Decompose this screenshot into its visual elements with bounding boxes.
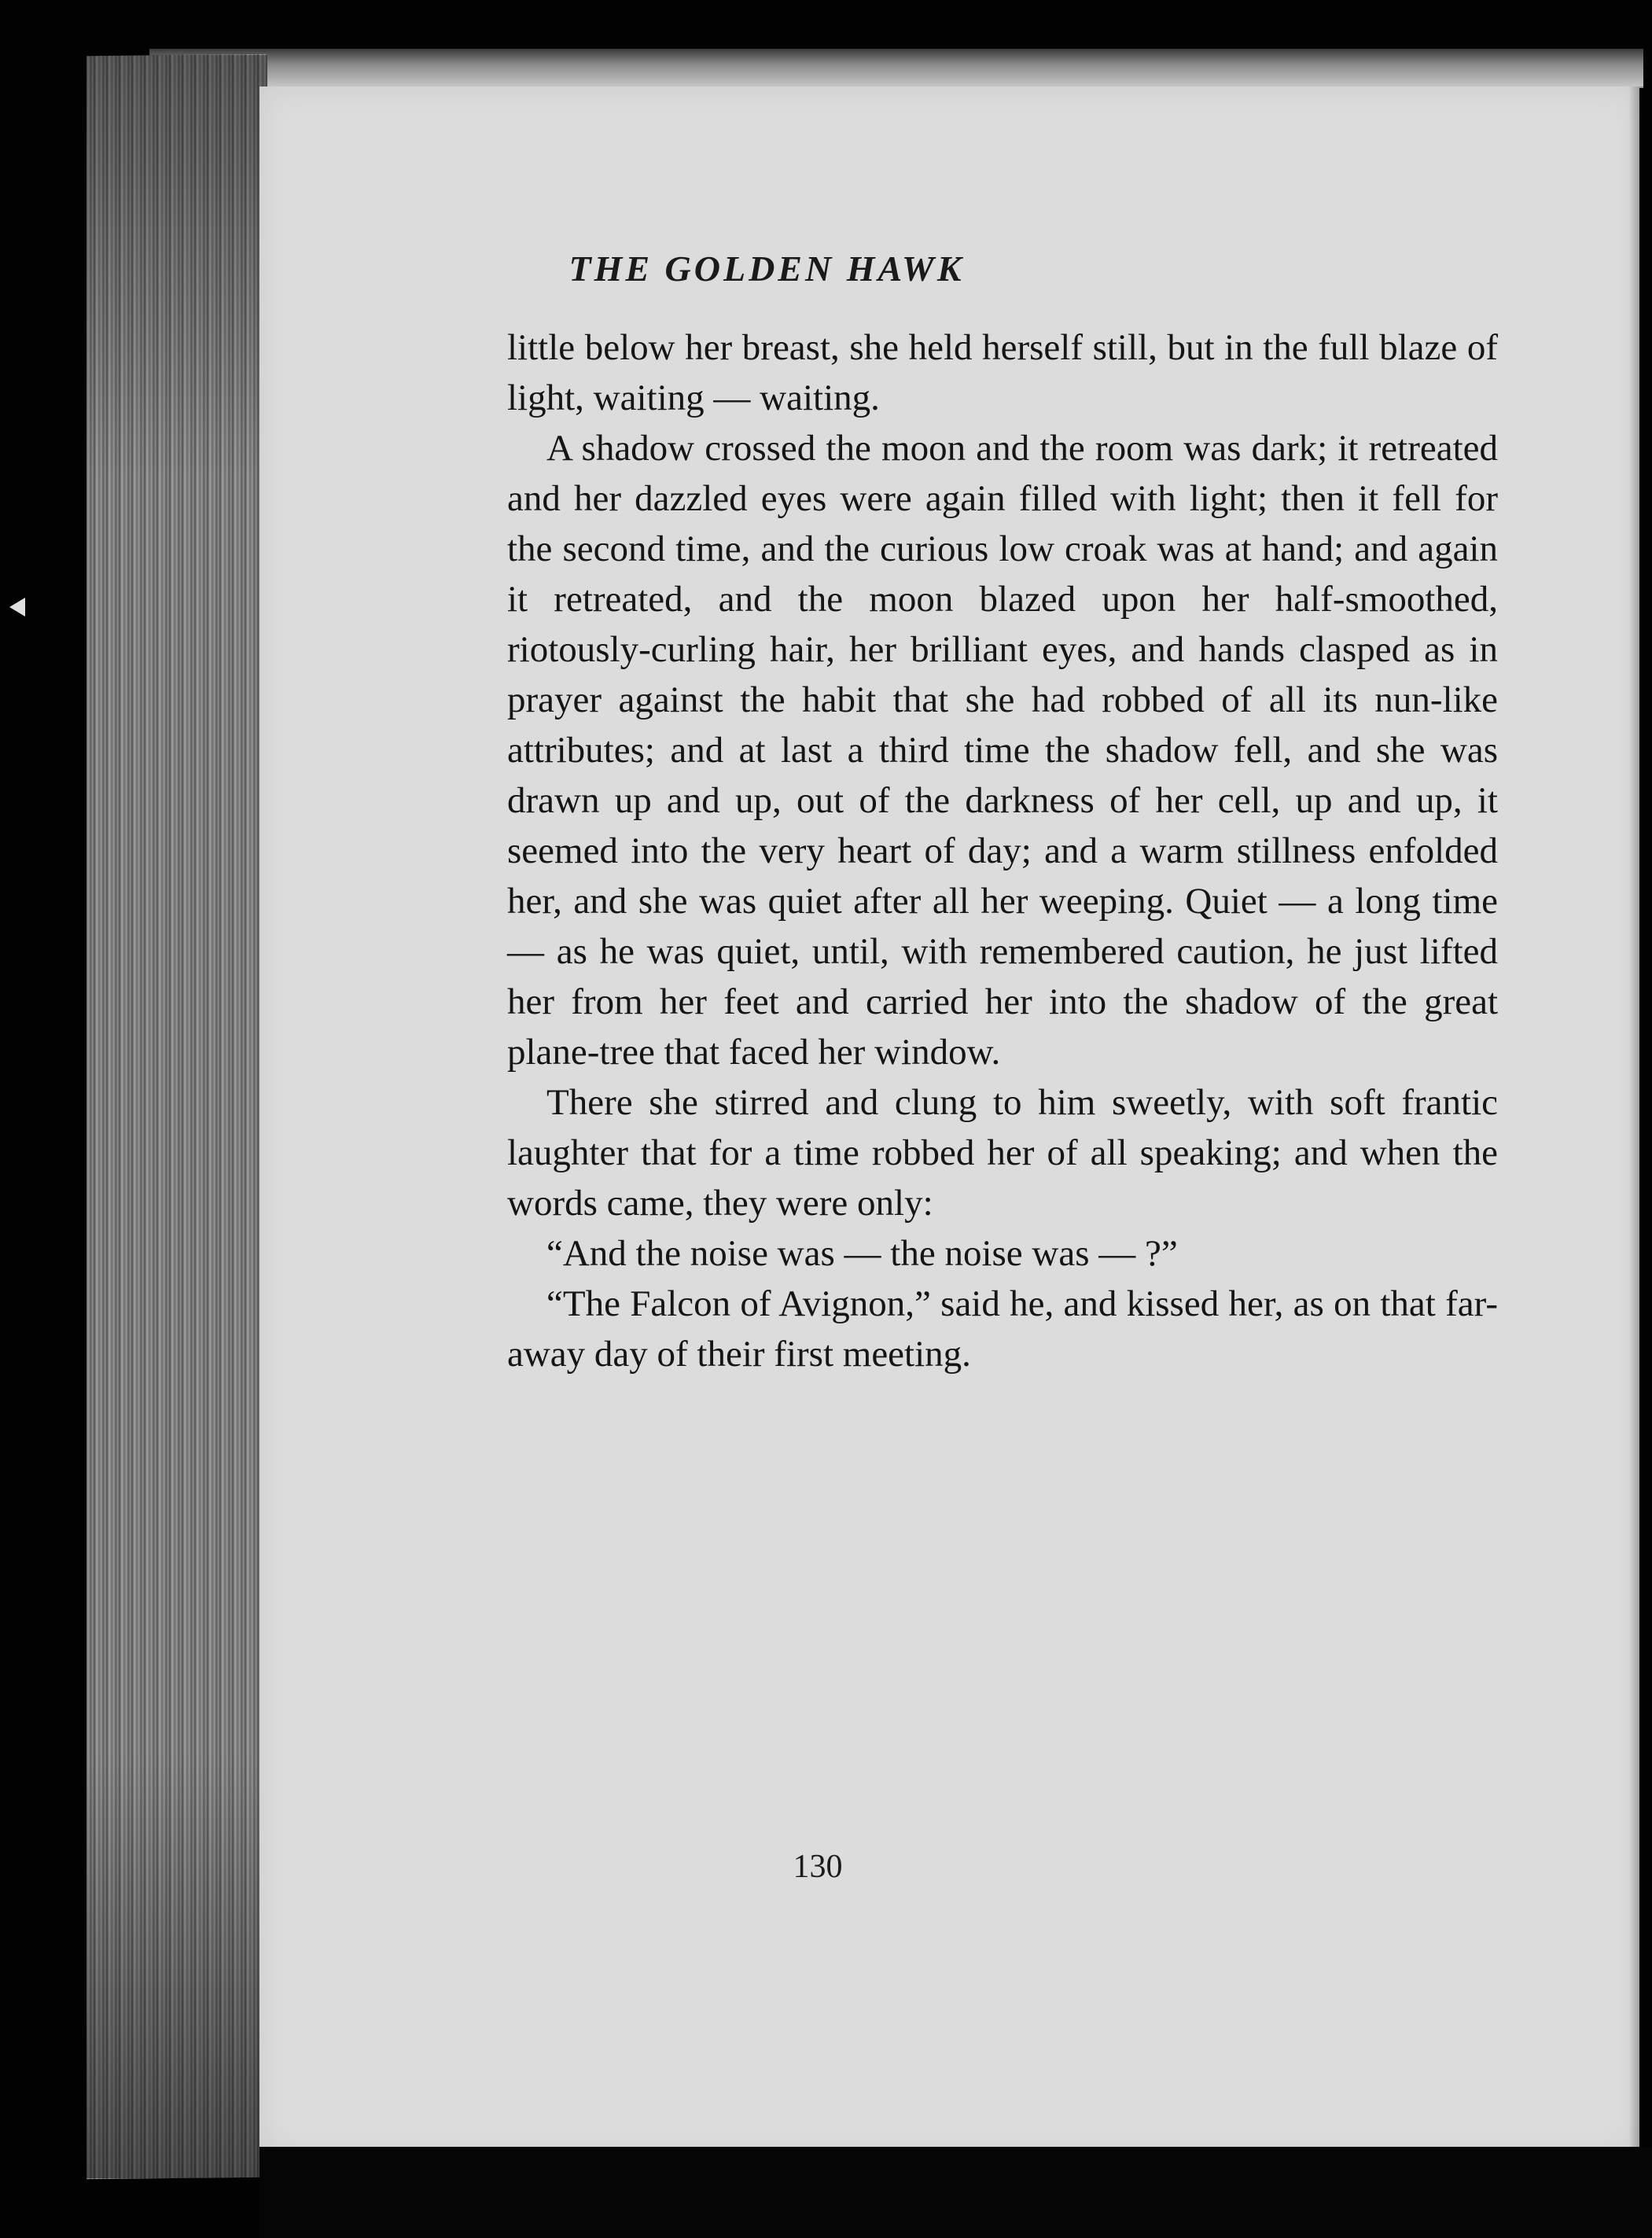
paragraph-1: little below her breast, she held herself still, but in the full blaze of light, waiting — waiting. bbox=[507, 327, 1498, 418]
page-edges-shade bbox=[86, 55, 267, 2178]
paragraph-3: There she stirred and clung to him sweetly, with soft frantic laughter that for a time robbed her of all speaking; and when the words came, they were only: bbox=[507, 1082, 1498, 1224]
margin-arrow-mark bbox=[9, 598, 25, 617]
paragraph-4: “And the noise was — the noise was — ?” bbox=[546, 1233, 1178, 1274]
running-head: THE GOLDEN HAWK bbox=[568, 248, 965, 289]
right-gutter-shadow bbox=[1628, 87, 1652, 2156]
paragraph-2: A shadow crossed the moon and the room was dark; it retreated and her dazzled eyes were again filled with light; then it fell for the second time, and the curious low croak was at hand; and again it retreated, and the moon blazed upon her half-smoothed, riotously-curling hair, her brilliant eyes, and hands clasped as in prayer against the habit that she had robbed of all its nun-like attributes; and at last a third time the shadow fell, and she was drawn up and up, out of the darkness of her cell, up and up, it seemed into the very heart of day; and a warm stillness enfolded her, and she was quiet after all her weeping. Quiet — a long time — as he was quiet, until, with remembered caution, he just lifted her from her feet and carried her into the shadow of the great plane-tree that faced her window. bbox=[507, 428, 1498, 1073]
bottom-background bbox=[259, 2147, 1652, 2238]
paragraph-5: “The Falcon of Avignon,” said he, and kissed her, as on that far-away day of their first meeting. bbox=[507, 1283, 1498, 1375]
page-number: 130 bbox=[793, 1849, 843, 1885]
book-page bbox=[259, 87, 1639, 2156]
page-top-edge bbox=[149, 49, 1643, 88]
body-text bbox=[507, 322, 1498, 1379]
